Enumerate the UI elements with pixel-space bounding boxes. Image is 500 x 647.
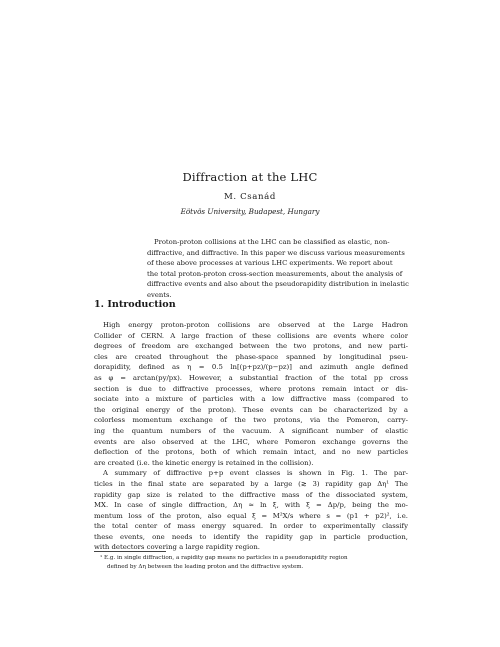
abstract	[147, 237, 409, 301]
body-line: ticles in the final state are separated by a large (≳ 3) rapidity gap Δη¹ The	[94, 479, 408, 488]
section-number: 1.	[94, 299, 105, 310]
body-line: section is due to diffractive processes, where protons remain intact or dis-	[94, 384, 408, 393]
introduction-body	[94, 320, 408, 553]
body-line: MX. In case of single diffraction, Δη ≈ ln ξ, with ξ = Δp/p, being the mo-	[94, 501, 408, 510]
abstract-line: Proton-proton collisions at the LHC can be classified as elastic, non-	[154, 238, 390, 246]
section-title: Introduction	[107, 299, 176, 310]
paper-author: M. Csanád	[224, 192, 276, 202]
body-line: Collider of CERN. A large fraction of these collisions are events where color	[94, 331, 408, 340]
abstract-line: of these above processes at various LHC experiments. We report about	[147, 259, 393, 268]
body-line: colorless momentum exchange of the two protons, via the Pomeron, carry-	[94, 416, 408, 425]
footnote-line: ¹ E.g. in single diffraction, a rapidity gap means no particles in a pseudorapidity region	[100, 555, 348, 561]
body-line: with detectors covering a large rapidity region.	[94, 543, 260, 552]
body-line: events are also observed at the LHC, where Pomeron exchange governs the	[94, 437, 408, 446]
body-line: A summary of diffractive p+p event classes is shown in Fig. 1. The par-	[103, 469, 408, 478]
body-line: ing the quantum numbers of the vacuum. A significant number of elastic	[94, 426, 408, 435]
body-line: cles are created throughout the phase-space spanned by longitudinal pseu-	[94, 352, 408, 361]
abstract-line: the total proton-proton cross-section measurements, about the analysis of	[147, 269, 403, 278]
body-line: are created (i.e. the kinetic energy is retained in the collision).	[94, 458, 314, 467]
body-line: dorapidity, defined as η = 0.5 ln[(p+pz)/(p−pz)] and azimuth angle defined	[94, 363, 408, 372]
body-line: rapidity gap size is related to the diffractive mass of the dissociated system,	[94, 490, 408, 499]
footnote-line: defined by Δη between the leading proton and the diffractive system.	[107, 563, 304, 570]
abstract-line: diffractive events and also about the pseudorapidity distribution in inelastic	[147, 280, 409, 289]
section-heading	[94, 299, 176, 310]
body-line: deflection of the protons, both of which remain intact, and no new particles	[94, 448, 408, 457]
body-line: mentum loss of the proton, also equal ξ = M²X/s where s = (p1 + p2)², i.e.	[94, 511, 408, 520]
body-line: these events, one needs to identify the rapidity gap in particle production,	[94, 532, 408, 541]
footnote-divider	[94, 551, 166, 552]
footnote	[100, 554, 410, 571]
body-line: the total center of mass energy squared. In order to experimentally classify	[94, 522, 408, 531]
body-line: High energy proton-proton collisions are observed at the Large Hadron	[103, 321, 408, 329]
abstract-line: events.	[147, 290, 172, 299]
body-line: the original energy of the proton). These events can be characterized by a	[94, 405, 408, 414]
body-line: sociate into a mixture of particles with a low diffractive mass (compared to	[94, 395, 408, 404]
paper-affiliation: Eötvös University, Budapest, Hungary	[180, 207, 320, 216]
body-line: degrees of freedom are exchanged between the two protons, and new parti-	[94, 342, 408, 351]
abstract-line: diffractive, and diffractive. In this paper we discuss various measurements	[147, 248, 405, 257]
body-line: as φ = arctan(py/px). However, a substantial fraction of the total pp cross	[94, 373, 408, 382]
paper-title: Diffraction at the LHC	[182, 170, 318, 184]
